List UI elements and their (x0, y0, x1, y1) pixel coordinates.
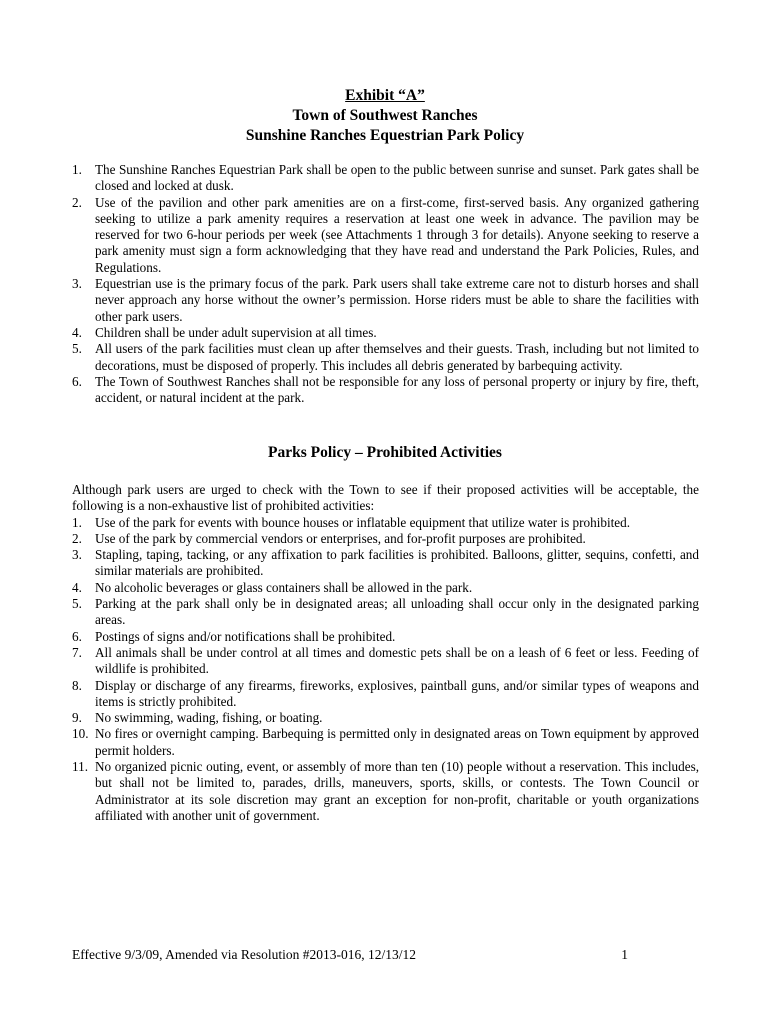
list-item (72, 531, 699, 547)
list-item-text: Equestrian use is the primary focus of the park. Park users shall take extreme care not to disturb horses and shall never approach any horse without the owner’s permission. Horse riders must be able to share the facilities with other park users. (95, 276, 699, 324)
list-item-text: Use of the pavilion and other park amenities are on a first-come, first-served basis. Any organized gathering seeking to utilize a park amenity requires a reservation at least one week in advance. The pavilion may be reserved for two 6-hour periods per week (see Attachments 1 through 3 for details). Anyone seeking to reserve a park amenity must sign a form acknowledging that they have read and understand the Park Policies, Rules, and Regulations. (95, 194, 699, 275)
list-item-number: 6. (72, 628, 82, 644)
list-item (72, 726, 699, 759)
list-item-number: 2. (72, 194, 82, 210)
list-item-number: 8. (72, 677, 82, 693)
list-item (72, 580, 699, 596)
list-item (72, 645, 699, 678)
list-item-text: No swimming, wading, fishing, or boating. (95, 710, 323, 726)
list-item-number: 1. (72, 514, 82, 530)
list-item-number: 4. (72, 579, 82, 595)
list-item-text: All animals shall be under control at all times and domestic pets shall be on a leash of 6 feet or less. Feeding of wildlife is prohibited. (95, 644, 699, 677)
list-item (72, 547, 699, 580)
list-item (72, 341, 699, 374)
list-item-text: Parking at the park shall only be in designated areas; all unloading shall occur only in the designated parking areas. (95, 596, 699, 628)
list-item (72, 759, 699, 824)
list-item-number: 7. (72, 644, 82, 660)
list-item (72, 276, 699, 325)
prohibited-activities-list (72, 515, 699, 825)
page-footer (72, 946, 628, 964)
list-item-number: 1. (72, 162, 82, 177)
list-item-text: Use of the park for events with bounce houses or inflatable equipment that utilize water is prohibited. (95, 514, 631, 530)
list-item-number: 2. (72, 530, 82, 546)
page-number: 1 (621, 947, 628, 962)
list-item-number: 3. (72, 276, 82, 292)
list-item-text: Children shall be under adult supervision at all times. (95, 324, 377, 340)
list-item-text: The Town of Southwest Ranches shall not be responsible for any loss of personal property or injury by fire, theft, accident, or natural incident at the park. (95, 373, 699, 406)
list-item-number: 3. (72, 547, 82, 563)
list-item-number: 9. (72, 710, 82, 726)
prohibited-activities-heading: Parks Policy – Prohibited Activities (268, 444, 502, 461)
list-item (72, 596, 699, 629)
list-item (72, 710, 699, 726)
effective-date-note: Effective 9/3/09, Amended via Resolution #2013-016, 12/13/12 (72, 947, 416, 962)
list-item-text: Use of the park by commercial vendors or enterprises, and for-profit purposes are prohibited. (95, 530, 586, 546)
policy-title: Sunshine Ranches Equestrian Park Policy (245, 127, 525, 144)
list-item (72, 374, 699, 407)
list-item-text: No fires or overnight camping. Barbequing is permitted only in designated areas on Town equipment by approved permit holders. (95, 726, 699, 758)
park-policy-list (72, 162, 699, 406)
list-item-text: All users of the park facilities must clean up after themselves and their guests. Trash, including but not limited to decorations, must be disposed of properly. This includes all debris generated by barbequing activity. (95, 341, 699, 373)
document-title-block (0, 86, 770, 146)
list-item (72, 195, 699, 276)
list-item-number: 4. (72, 324, 82, 340)
list-item (72, 515, 699, 531)
list-item-number: 6. (72, 373, 82, 389)
list-item-number: 5. (72, 341, 82, 357)
list-item (72, 162, 699, 195)
list-item-number: 10. (72, 726, 89, 742)
list-item (72, 678, 699, 711)
exhibit-label: Exhibit “A” (345, 87, 425, 104)
list-item-text: Display or discharge of any firearms, fireworks, explosives, paintball guns, and/or similar types of weapons and items is strictly prohibited. (95, 677, 699, 709)
list-item-text: The Sunshine Ranches Equestrian Park shall be open to the public between sunrise and sunset. Park gates shall be closed and locked at dusk. (95, 162, 699, 194)
list-item-text: No organized picnic outing, event, or assembly of more than ten (10) people without a reservation. This includes, but shall not be limited to, parades, drills, maneuvers, sports, skills, or contests. The Town Council or Administrator at its sole discretion may grant an exception for non-profit, charitable or youth organizations affiliated with another unit of government. (95, 759, 699, 823)
list-item-text: No alcoholic beverages or glass containers shall be allowed in the park. (95, 579, 473, 595)
list-item-number: 11. (72, 759, 88, 775)
prohibited-intro-paragraph: Although park users are urged to check with the Town to see if their proposed activities will be acceptable, the following is a non-exhaustive list of prohibited activities: (72, 482, 699, 514)
list-item-number: 5. (72, 596, 82, 612)
list-item (72, 325, 699, 341)
list-item-text: Postings of signs and/or notifications shall be prohibited. (95, 628, 396, 644)
town-name: Town of Southwest Ranches (292, 107, 478, 124)
list-item-text: Stapling, taping, tacking, or any affixation to park facilities is prohibited. Balloons, glitter, sequins, confetti, and similar materials are prohibited. (95, 547, 699, 579)
list-item (72, 629, 699, 645)
